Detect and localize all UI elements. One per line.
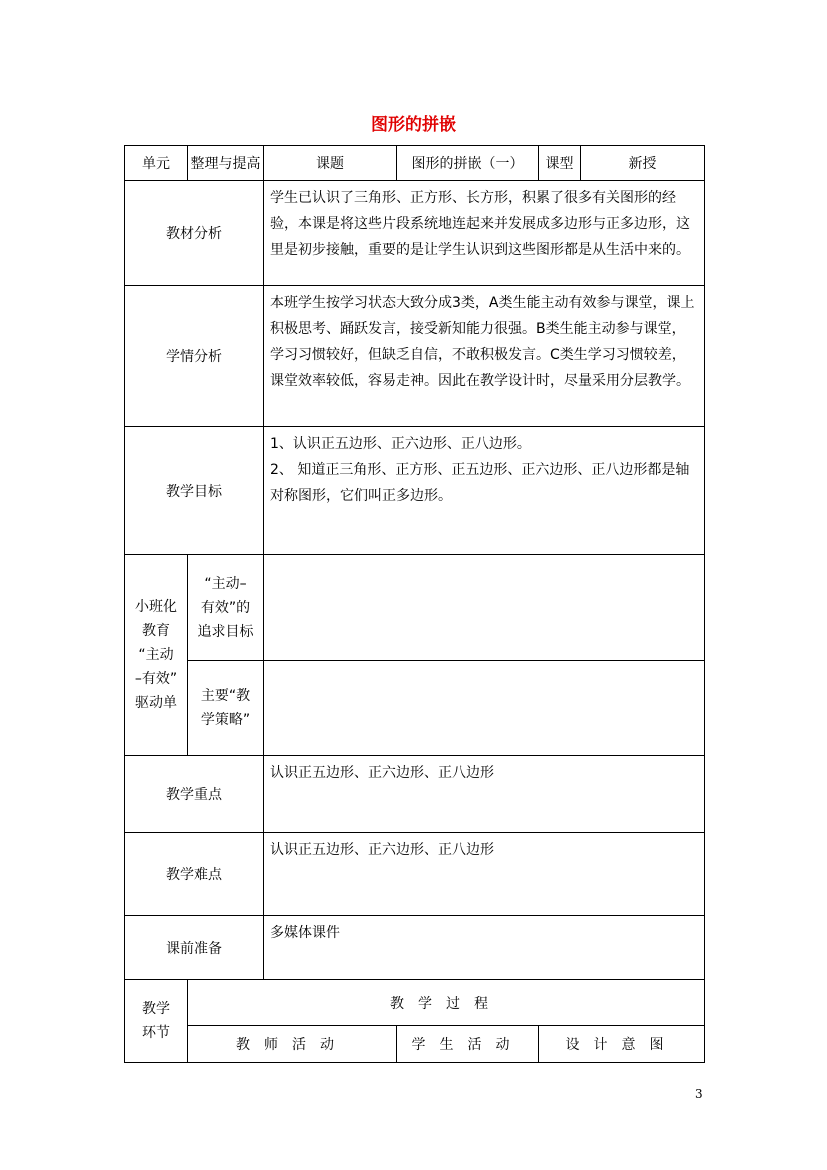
process-columns-row (125, 1026, 705, 1063)
goals-text (264, 427, 705, 555)
key-points-text: 认识正五边形、正六边形、正八边形 (264, 756, 705, 833)
difficulties-row (125, 833, 705, 916)
type-value: 新授 (581, 146, 705, 181)
pursuit-line-1: “主动– (204, 575, 247, 592)
preparation-row (125, 916, 705, 980)
lesson-plan-table (124, 145, 705, 1063)
small-class-label (125, 555, 188, 756)
difficulties-text: 认识正五边形、正六边形、正八边形 (264, 833, 705, 916)
teacher-activity-header: 教师活动 (188, 1026, 397, 1063)
students-label: 学情分析 (125, 286, 264, 427)
pursuit-line-3: 追求目标 (197, 623, 254, 640)
material-row (125, 181, 705, 286)
key-points-label: 教学重点 (125, 756, 264, 833)
preparation-label: 课前准备 (125, 916, 264, 980)
strategy-label (188, 661, 264, 756)
pursuit-value (264, 555, 705, 661)
header-row (125, 146, 705, 181)
goals-row (125, 427, 705, 555)
pursuit-label (188, 555, 264, 661)
difficulties-label: 教学难点 (125, 833, 264, 916)
goal-item-2: 2、 知道正三角形、正方形、正五边形、正六边形、正八边形都是轴对称图形，它们叫正多边形。 (270, 462, 690, 504)
process-header-row (125, 980, 705, 1026)
strategy-row (125, 661, 705, 756)
small-class-line-3: “主动 (138, 647, 174, 663)
stage-label (125, 980, 188, 1063)
type-label: 课型 (539, 146, 581, 181)
students-row (125, 286, 705, 427)
process-header: 教学过程 (188, 980, 705, 1026)
pursuit-row (125, 555, 705, 661)
goals-label: 教学目标 (125, 427, 264, 555)
unit-value: 整理与提高 (188, 146, 264, 181)
students-text: 本班学生按学习状态大致分成3类，A类生能主动有效参与课堂，课上积极思考、踊跃发言，接受新知能力很强。B类生能主动参与课堂，学习习惯较好，但缺乏自信，不敢积极发言。C类生学习习惯较差，课堂效率较低，容易走神。因此在教学设计时，尽量采用分层教学。 (264, 286, 705, 427)
strategy-value (264, 661, 705, 756)
stage-line-2: 环节 (142, 1025, 170, 1041)
strategy-line-2: 学策略” (200, 712, 251, 728)
material-text: 学生已认识了三角形、正方形、长方形，积累了很多有关图形的经验，本课是将这些片段系统地连起来并发展成多边形与正多边形，这里是初步接触，重要的是让学生认识到这些图形都是从生活中来的。 (264, 181, 705, 286)
small-class-line-2: 教育 (142, 623, 170, 639)
material-label: 教材分析 (125, 181, 264, 286)
small-class-line-1: 小班化 (135, 599, 177, 615)
preparation-text: 多媒体课件 (264, 916, 705, 980)
page-number: 3 (695, 1087, 703, 1101)
key-points-row (125, 756, 705, 833)
student-activity-header: 学生活动 (397, 1026, 539, 1063)
unit-label: 单元 (125, 146, 188, 181)
pursuit-line-2: 有效”的 (200, 599, 251, 616)
goal-item-1: 1、认识正五边形、正六边形、正八边形。 (270, 436, 531, 452)
design-intent-header: 设计意图 (539, 1026, 705, 1063)
strategy-line-1: 主要“教 (200, 688, 251, 704)
topic-value: 图形的拼嵌（一） (397, 146, 539, 181)
topic-label: 课题 (264, 146, 397, 181)
stage-line-1: 教学 (142, 1001, 170, 1017)
document-title: 图形的拼嵌 (371, 115, 456, 135)
small-class-line-5: 驱动单 (135, 695, 177, 711)
small-class-line-4: –有效” (134, 671, 178, 687)
